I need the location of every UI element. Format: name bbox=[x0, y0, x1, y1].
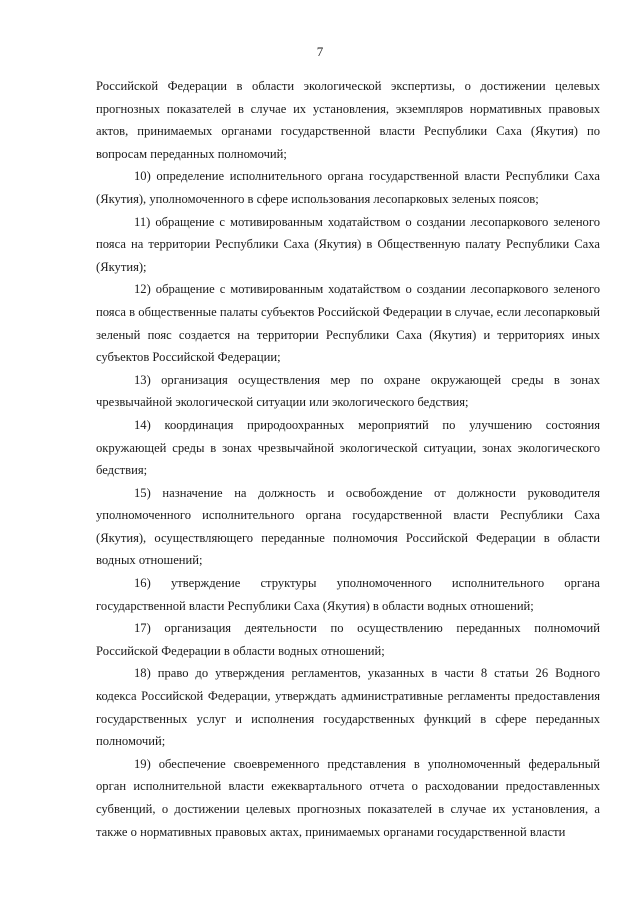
paragraph-item-11: 11) обращение с мотивированным ходатайством о создании лесопаркового зеленого пояса на территории Республики Саха (Якутия) в Общественную палату Республики Саха (Якутия); bbox=[96, 214, 600, 274]
paragraph-item-17: 17) организация деятельности по осуществлению переданных полномочий Российской Федерации в области водных отношений; bbox=[96, 621, 600, 658]
paragraph-item-18: 18) право до утверждения регламентов, указанных в части 8 статьи 26 Водного кодекса Российской Федерации, утверждать административные регламенты предоставления государственных услуг и исполнения государственных функций в сфере переданных полномочий; bbox=[96, 666, 600, 749]
paragraph-item-10: 10) определение исполнительного органа государственной власти Республики Саха (Якутия), уполномоченного в сфере использования лесопарковых зеленых поясов; bbox=[96, 169, 600, 206]
paragraph-item-19: 19) обеспечение своевременного представления в уполномоченный федеральный орган исполнительной власти ежеквартального отчета о расходовании предоставленных субвенций, о достижении целевых прогнозных показателей в случае их установления, а также о нормативных правовых актах, принимаемых органами государственной власти bbox=[96, 756, 600, 839]
paragraph-item-14: 14) координация природоохранных мероприятий по улучшению состояния окружающей среды в зонах чрезвычайной экологической ситуации, зонах экологического бедствия; bbox=[96, 417, 600, 478]
document-body bbox=[96, 75, 600, 843]
paragraph-continued: Российской Федерации в области экологической экспертизы, о достижении целевых прогнозных показателей в случае их установления, экземпляров нормативных правовых актов, принимаемых органами государственной власти Республики Саха (Якутия) по вопросам переданных полномочий; bbox=[96, 79, 600, 161]
paragraph-item-16: 16) утверждение структуры уполномоченного исполнительного органа государственной власти Республики Саха (Якутия) в области водных отношений; bbox=[96, 576, 600, 613]
paragraph-item-12: 12) обращение с мотивированным ходатайством о создании лесопаркового зеленого пояса в общественные палаты субъектов Российской Федерации в случае, если лесопарковый зеленый пояс создается на территории Республики Саха (Якутия) и территориях иных субъектов Российской Федерации; bbox=[96, 282, 600, 365]
paragraph-item-13: 13) организация осуществления мер по охране окружающей среды в зонах чрезвычайной экологической ситуации или экологического бедствия; bbox=[96, 372, 600, 410]
paragraph-item-15: 15) назначение на должность и освобождение от должности руководителя уполномоченного исполнительного органа государственной власти Республики Саха (Якутия), осуществляющего переданные полномочия Российской Федерации в области водных отношений; bbox=[96, 485, 600, 568]
page-number: 7 bbox=[316, 44, 324, 59]
